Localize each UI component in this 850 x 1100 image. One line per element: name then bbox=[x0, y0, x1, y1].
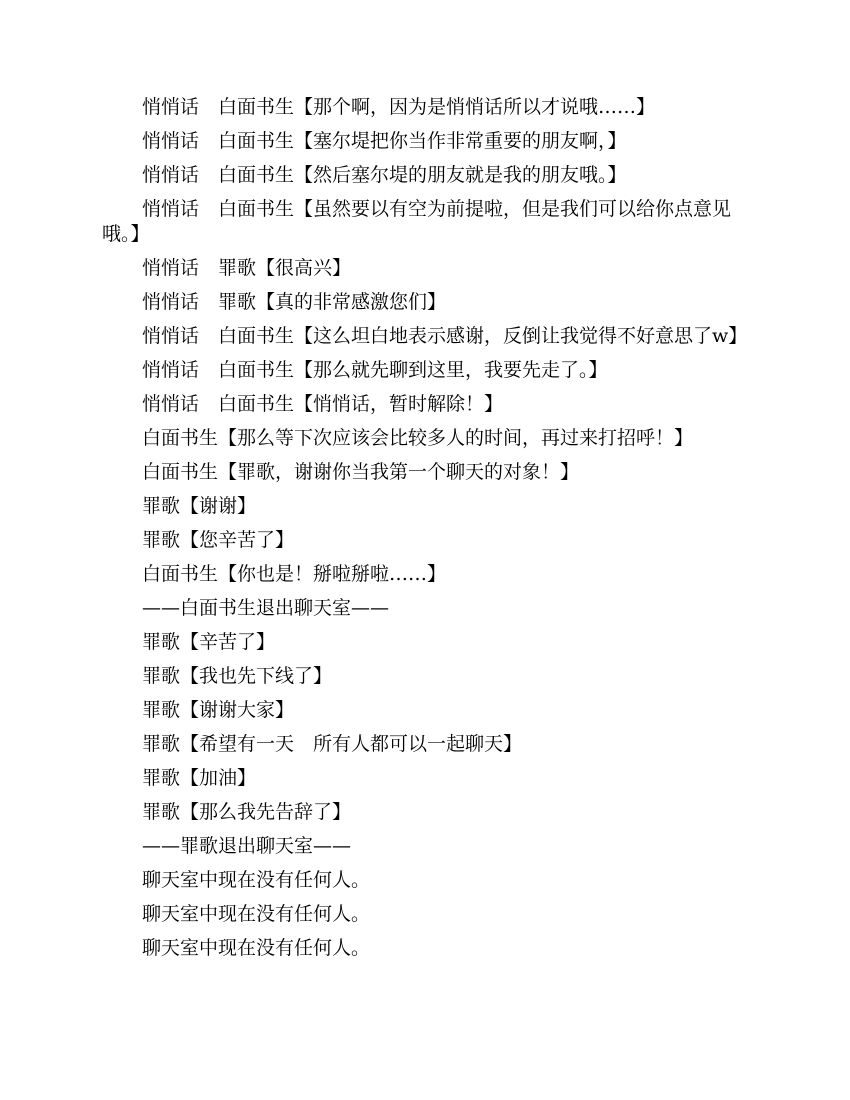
chat-line: 悄悄话 白面书生【虽然要以有空为前提啦，但是我们可以给你点意见哦。】 bbox=[102, 198, 732, 245]
chat-line: 悄悄话 白面书生【悄悄话，暂时解除！】 bbox=[142, 393, 504, 415]
chat-line: 罪歌【那么我先告辞了】 bbox=[142, 801, 352, 823]
chat-line: 罪歌【谢谢】 bbox=[142, 495, 257, 517]
chat-line: 悄悄话 罪歌【真的非常感激您们】 bbox=[142, 291, 447, 313]
chat-line: 悄悄话 白面书生【那么就先聊到这里，我要先走了。】 bbox=[142, 359, 608, 381]
chat-line: 白面书生【罪歌，谢谢你当我第一个聊天的对象！】 bbox=[142, 461, 580, 483]
chat-line: 白面书生【你也是！掰啦掰啦……】 bbox=[142, 563, 447, 585]
system-message: 聊天室中现在没有任何人。 bbox=[142, 937, 371, 959]
chat-line: 白面书生【那么等下次应该会比较多人的时间，再过来打招呼！】 bbox=[142, 427, 694, 449]
chat-line: 悄悄话 白面书生【这么坦白地表示感谢，反倒让我觉得不好意思了w】 bbox=[142, 325, 748, 347]
chat-line: 罪歌【谢谢大家】 bbox=[142, 699, 295, 721]
chat-line: 罪歌【我也先下线了】 bbox=[142, 665, 333, 687]
chat-line: 悄悄话 白面书生【塞尔堤把你当作非常重要的朋友啊，】 bbox=[142, 130, 627, 152]
system-message: ——白面书生退出聊天室—— bbox=[142, 597, 390, 619]
chat-line: 罪歌【辛苦了】 bbox=[142, 631, 276, 653]
chat-log-text bbox=[102, 95, 750, 970]
system-message: 聊天室中现在没有任何人。 bbox=[142, 869, 371, 891]
system-message: ——罪歌退出聊天室—— bbox=[142, 835, 352, 857]
chat-line: 罪歌【加油】 bbox=[142, 767, 257, 789]
chat-line: 悄悄话 白面书生【那个啊，因为是悄悄话所以才说哦……】 bbox=[142, 96, 656, 118]
chat-line: 罪歌【您辛苦了】 bbox=[142, 529, 295, 551]
chat-line: 悄悄话 白面书生【然后塞尔堤的朋友就是我的朋友哦。】 bbox=[142, 164, 627, 186]
chat-line: 悄悄话 罪歌【很高兴】 bbox=[142, 257, 352, 279]
system-message: 聊天室中现在没有任何人。 bbox=[142, 903, 371, 925]
chat-line: 罪歌【希望有一天 所有人都可以一起聊天】 bbox=[142, 733, 523, 755]
